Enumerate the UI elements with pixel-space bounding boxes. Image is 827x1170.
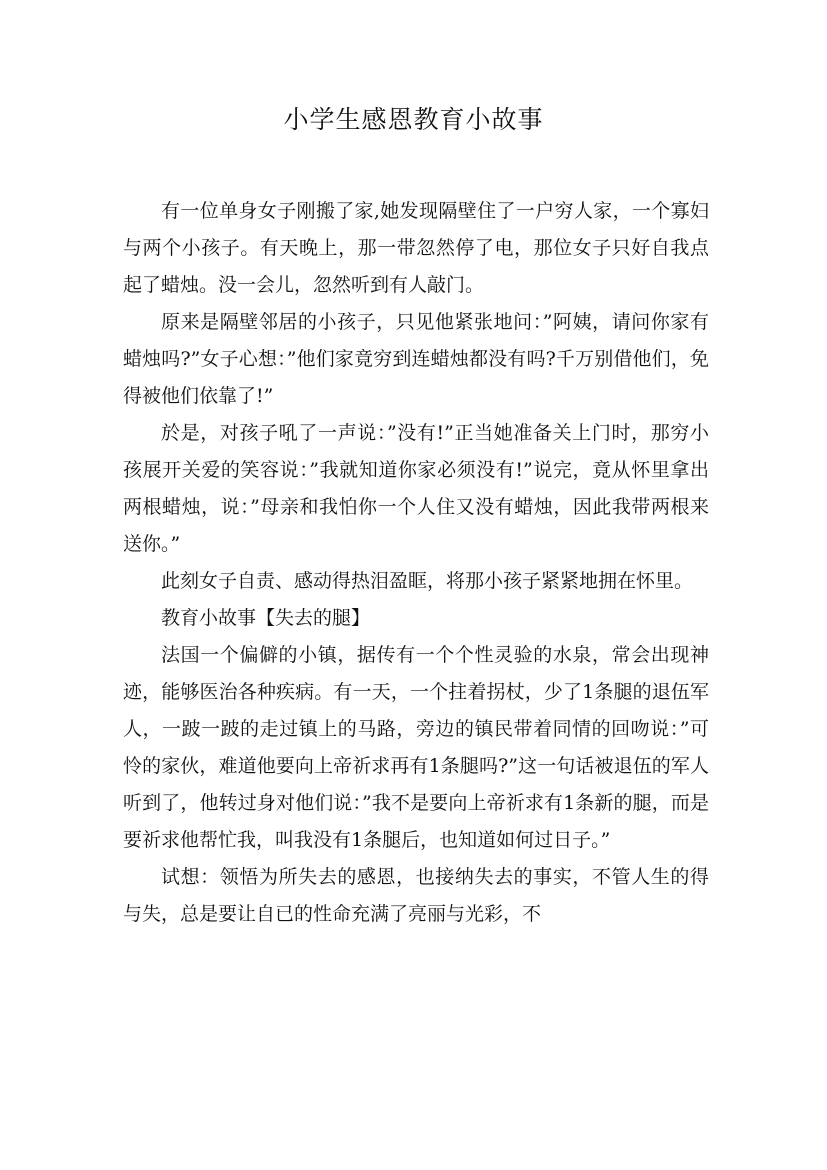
paragraph: 试想：领悟为所失去的感恩，也接纳失去的事实，不管人生的得与失，总是要让自已的性命充满了亮丽与光彩，不 (123, 866, 709, 925)
paragraph: 此刻女子自责、感动得热泪盈眶，将那小孩子紧紧地拥在怀里。 (161, 570, 694, 592)
document-body (123, 193, 709, 933)
paragraph: 於是，对孩子吼了一声说：”没有!”正当她准备关上门时，那穷小孩展开关爱的笑容说：”我就知道你家必须没有!”说完，竟从怀里拿出两根蜡烛，说：”母亲和我怕你一个人住又没有蜡烛，因此我带两根来送你。” (123, 422, 709, 555)
paragraph: 有一位单身女子刚搬了家,她发现隔壁住了一户穷人家，一个寡妇与两个小孩子。有天晚上，那一带忽然停了电，那位女子只好自我点起了蜡烛。没一会儿，忽然听到有人敲门。 (123, 200, 709, 296)
section-heading: 教育小故事【失去的腿】 (161, 607, 371, 629)
paragraph: 原来是隔壁邻居的小孩子，只见他紧张地问：”阿姨，请问你家有蜡烛吗?”女子心想：”他们家竟穷到连蜡烛都没有吗?千万别借他们，免得被他们依靠了!” (123, 311, 709, 407)
paragraph: 法国一个偏僻的小镇，据传有一个个性灵验的水泉，常会出现神迹，能够医治各种疾病。有一天，一个拄着拐杖，少了1条腿的退伍军人，一跛一跛的走过镇上的马路，旁边的镇民带着同情的回吻说：”可怜的家伙，难道他要向上帝祈求再有1条腿吗?”这一句话被退伍的军人听到了，他转过身对他们说：”我不是要向上帝祈求有1条新的腿，而是要祈求他帮忙我，叫我没有1条腿后，也知道如何过日子。” (123, 644, 709, 851)
document-title: 小学生感恩教育小故事 (283, 105, 544, 134)
